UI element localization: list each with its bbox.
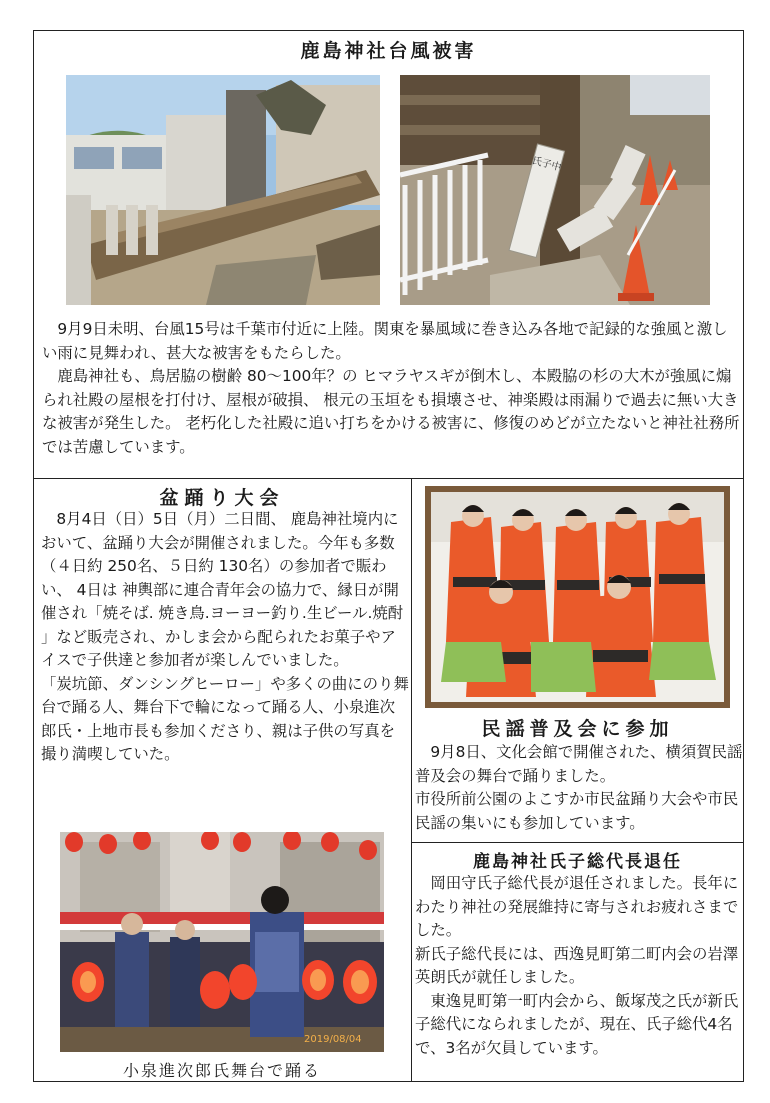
bon-photo-stamp: 2019/08/04: [304, 1034, 362, 1045]
bon-photo-stage: [60, 832, 384, 1052]
sign-char-1: 氏子中: [530, 155, 563, 174]
typhoon-photo-fallen-tree: [66, 75, 380, 305]
bon-photo-caption: 小泉進次郎氏舞台で踊る: [122, 1061, 321, 1080]
minyo-paragraph-2: 市役所前公園のよこすか市民盆踊り大会や市民民謡の集いにも参加しています。: [415, 790, 739, 832]
divider-vertical: [411, 478, 412, 1082]
bon-paragraph-2: 「炭坑節、ダンシングヒーロー」や多くの曲にのり舞台で踊る人、舞台下で輪になって踊る人、小泉進次郎氏・上地市長も参加くださり、親は子供の写真を撮り満喫していた。: [41, 674, 409, 763]
minyo-paragraph-1: 9月8日、文化会館で開催された、横須賀民謡普及会の舞台で踊りました。: [415, 743, 743, 785]
ujiko-paragraph-3: 東逸見町第一町内会から、飯塚茂之氏が新氏子総代になられましたが、現在、氏子総代4名で、3名が欠員しています。: [415, 991, 739, 1057]
bon-body: [41, 508, 409, 767]
ujiko-paragraph-2: 新氏子総代長には、西逸見町第二町内会の岩澤英朗氏が就任しました。: [415, 944, 739, 986]
minyo-photo-group: [425, 486, 730, 708]
divider-top: [33, 478, 744, 479]
bon-paragraph-1: 8月4日（日）5日（月）二日間、 鹿島神社境内において、盆踊り大会が開催されました。今年も多数（４日約 250名、５日約 130名）の参加者で賑わい、 4日は 神輿部に連合青年会の協力で、縁日が開催され「焼そば. 焼き鳥.ヨーヨー釣り.生ビール.焼酎 」など販売され、かしま会から配られたお菓子やアイスで子供達と参加者が楽しんでいました。: [41, 510, 404, 669]
typhoon-title: 鹿島神社台風被害: [300, 40, 477, 62]
ujiko-body: [415, 872, 745, 1060]
typhoon-photo-broken-fence: [400, 75, 710, 305]
minyo-body: [415, 741, 745, 835]
bon-title: 盆踊り大会: [159, 487, 285, 509]
divider-right: [411, 842, 744, 843]
minyo-title: 民謡普及会に参加: [481, 718, 674, 740]
ujiko-title: 鹿島神社氏子総代長退任: [473, 852, 682, 872]
ujiko-paragraph-1: 岡田守氏子総代長が退任されました。長年にわたり神社の発展維持に寄与されお疲れさまでした。: [415, 874, 739, 939]
typhoon-body: [42, 318, 742, 459]
typhoon-paragraph-1: 9月9日未明、台風15号は千葉市付近に上陸。関東を暴風域に巻き込み各地で記録的な強風と激しい雨に見舞われ、甚大な被害をもたらした。: [42, 320, 728, 362]
typhoon-paragraph-2: 鹿島神社も、鳥居脇の樹齢 80～100年？の ヒマラヤスギが倒木し、本殿脇の杉の大木が強風に煽られ社殿の屋根を打付け、屋根が破損、 根元の玉垣をも損壊させ、神楽殿は雨漏りで過去に無い大きな被害が発生した。 老朽化した社殿に追い打ちをかける被害に、修復のめどが立たないと神社社務所では苦慮しています。: [42, 367, 740, 456]
